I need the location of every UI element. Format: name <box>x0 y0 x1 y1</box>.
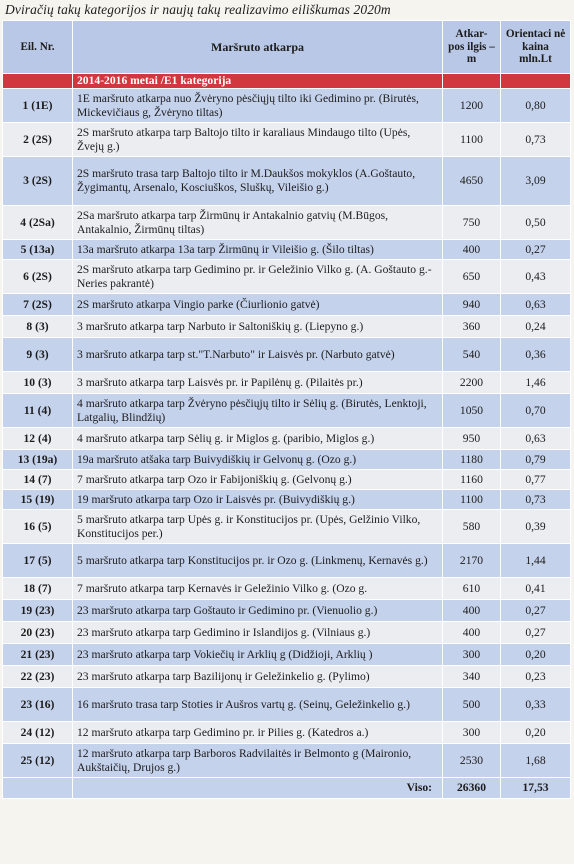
row-description: 23 maršruto atkarpa tarp Vokiečių ir Arklių g (Didžioji, Arklių ) <box>73 644 443 666</box>
row-length: 400 <box>443 240 501 260</box>
row-length: 1100 <box>443 490 501 510</box>
row-number: 15 (19) <box>3 490 73 510</box>
header-route-section: Maršruto atkarpa <box>73 21 443 74</box>
row-number: 18 (7) <box>3 578 73 600</box>
row-number: 25 (12) <box>3 744 73 778</box>
table-row <box>3 744 571 778</box>
table-row <box>3 206 571 240</box>
row-price: 1,46 <box>501 372 571 394</box>
row-length: 400 <box>443 622 501 644</box>
row-price: 0,27 <box>501 240 571 260</box>
row-price: 0,63 <box>501 294 571 316</box>
row-description: 1E maršruto atkarpa nuo Žvėryno pėsčiųjų tilto iki Gedimino pr. (Birutės, Mickevičiaus g, Žvėryno tiltas) <box>73 89 443 123</box>
row-description: 23 maršruto atkarpa tarp Gedimino ir Islandijos g. (Vilniaus g.) <box>73 622 443 644</box>
row-length: 580 <box>443 510 501 544</box>
row-price: 0,77 <box>501 470 571 490</box>
row-price: 0,73 <box>501 490 571 510</box>
row-description: 2S maršruto atkarpa Vingio parke (Čiurlionio gatvė) <box>73 294 443 316</box>
row-length: 940 <box>443 294 501 316</box>
row-description: 2Sa maršruto atkarpa tarp Žirmūnų ir Antakalnio gatvių (M.Būgos, Antakalnio, Žirmūnų tiltas) <box>73 206 443 240</box>
category-label: 2014-2016 metai /E1 kategorija <box>73 74 443 89</box>
row-number: 2 (2S) <box>3 123 73 157</box>
row-price: 0,63 <box>501 428 571 450</box>
row-length: 1050 <box>443 394 501 428</box>
table-row <box>3 123 571 157</box>
row-length: 4650 <box>443 157 501 206</box>
row-description: 3 maršruto atkarpa tarp Narbuto ir Saltoniškių g. (Liepyno g.) <box>73 316 443 338</box>
row-price: 0,27 <box>501 622 571 644</box>
total-length: 26360 <box>443 778 501 799</box>
table-row <box>3 450 571 470</box>
table-row <box>3 316 571 338</box>
row-description: 16 maršruto trasa tarp Stoties ir Aušros vartų g. (Seinų, Geležinkelio g.) <box>73 688 443 722</box>
row-description: 5 maršruto atkarpa tarp Konstitucijos pr. ir Ozo g. (Linkmenų, Kernavės g.) <box>73 544 443 578</box>
table-header-row <box>3 21 571 74</box>
row-number: 20 (23) <box>3 622 73 644</box>
row-length: 750 <box>443 206 501 240</box>
row-length: 610 <box>443 578 501 600</box>
table-row <box>3 428 571 450</box>
row-length: 1180 <box>443 450 501 470</box>
row-number: 12 (4) <box>3 428 73 450</box>
table-row <box>3 240 571 260</box>
row-description: 4 maršruto atkarpa tarp Sėlių g. ir Miglos g. (paribio, Miglos g.) <box>73 428 443 450</box>
route-table <box>2 20 571 799</box>
row-number: 5 (13a) <box>3 240 73 260</box>
row-price: 0,73 <box>501 123 571 157</box>
row-description: 7 maršruto atkarpa tarp Ozo ir Fabijoniškių g. (Gelvonų g.) <box>73 470 443 490</box>
total-price: 17,53 <box>501 778 571 799</box>
table-row <box>3 294 571 316</box>
row-number: 7 (2S) <box>3 294 73 316</box>
row-price: 0,23 <box>501 666 571 688</box>
row-description: 23 maršruto atkarpa tarp Goštauto ir Gedimino pr. (Vienuolio g.) <box>73 600 443 622</box>
row-number: 21 (23) <box>3 644 73 666</box>
row-description: 12 maršruto atkarpa tarp Barboros Radvilaitės ir Belmonto g (Maironio, Aukštaičių, Drujos g.) <box>73 744 443 778</box>
row-length: 2170 <box>443 544 501 578</box>
table-row <box>3 157 571 206</box>
row-description: 2S maršruto atkarpa tarp Gedimino pr. ir Geležinio Vilko g. (A. Goštauto g.-Neries pakrantė) <box>73 260 443 294</box>
row-price: 3,09 <box>501 157 571 206</box>
header-length: Atkar- pos ilgis – m <box>443 21 501 74</box>
row-price: 0,33 <box>501 688 571 722</box>
table-row <box>3 544 571 578</box>
row-number: 8 (3) <box>3 316 73 338</box>
row-price: 0,36 <box>501 338 571 372</box>
row-number: 13 (19a) <box>3 450 73 470</box>
row-length: 500 <box>443 688 501 722</box>
row-length: 360 <box>443 316 501 338</box>
row-price: 0,39 <box>501 510 571 544</box>
header-number: Eil. Nr. <box>3 21 73 74</box>
total-row <box>3 778 571 799</box>
table-row <box>3 260 571 294</box>
row-description: 13a maršruto atkarpa 13a tarp Žirmūnų ir Vileišio g. (Šilo tiltas) <box>73 240 443 260</box>
table-row <box>3 372 571 394</box>
row-number: 16 (5) <box>3 510 73 544</box>
row-description: 2S maršruto trasa tarp Baltojo tilto ir M.Daukšos mokyklos (A.Goštauto, Žygimantų, Arsenalo, Kosciuškos, Sluškų, Vileišio g.) <box>73 157 443 206</box>
table-row <box>3 600 571 622</box>
total-spacer <box>3 778 73 799</box>
row-description: 5 maršruto atkarpa tarp Upės g. ir Konstitucijos pr. (Upės, Gelžinio Vilko, Konstitucijos per.) <box>73 510 443 544</box>
table-row <box>3 394 571 428</box>
row-length: 1200 <box>443 89 501 123</box>
row-price: 0,80 <box>501 89 571 123</box>
row-number: 23 (16) <box>3 688 73 722</box>
row-number: 10 (3) <box>3 372 73 394</box>
row-price: 0,20 <box>501 722 571 744</box>
row-price: 0,43 <box>501 260 571 294</box>
row-description: 12 maršruto atkarpa tarp Gedimino pr. ir Pilies g. (Katedros a.) <box>73 722 443 744</box>
row-price: 0,27 <box>501 600 571 622</box>
table-row <box>3 578 571 600</box>
table-row <box>3 622 571 644</box>
row-length: 2200 <box>443 372 501 394</box>
row-length: 1160 <box>443 470 501 490</box>
row-number: 24 (12) <box>3 722 73 744</box>
row-length: 400 <box>443 600 501 622</box>
row-price: 1,68 <box>501 744 571 778</box>
table-row <box>3 490 571 510</box>
row-number: 17 (5) <box>3 544 73 578</box>
total-label: Viso: <box>73 778 443 799</box>
row-length: 2530 <box>443 744 501 778</box>
table-row <box>3 722 571 744</box>
row-length: 340 <box>443 666 501 688</box>
header-price: Orientaci nė kaina mln.Lt <box>501 21 571 74</box>
category-spacer <box>501 74 571 89</box>
row-number: 9 (3) <box>3 338 73 372</box>
row-length: 650 <box>443 260 501 294</box>
row-description: 7 maršruto atkarpa tarp Kernavės ir Geležinio Vilko g. (Ozo g. <box>73 578 443 600</box>
row-price: 0,79 <box>501 450 571 470</box>
row-description: 3 maršruto atkarpa tarp st."T.Narbuto" ir Laisvės pr. (Narbuto gatvė) <box>73 338 443 372</box>
row-description: 19 maršruto atkarpa tarp Ozo ir Laisvės pr. (Buivydiškių g.) <box>73 490 443 510</box>
row-number: 4 (2Sa) <box>3 206 73 240</box>
row-description: 3 maršruto atkarpa tarp Laisvės pr. ir Papilėnų g. (Pilaitės pr.) <box>73 372 443 394</box>
table-row <box>3 666 571 688</box>
table-row <box>3 338 571 372</box>
row-description: 4 maršruto atkarpa tarp Žvėryno pėsčiųjų tilto ir Sėlių g. (Birutės, Lenktoji, Latgalių, Blindžių) <box>73 394 443 428</box>
table-row <box>3 510 571 544</box>
row-price: 0,20 <box>501 644 571 666</box>
row-description: 23 maršruto atkarpa tarp Bazilijonų ir Geležinkelio g. (Pylimo) <box>73 666 443 688</box>
row-length: 300 <box>443 722 501 744</box>
row-length: 540 <box>443 338 501 372</box>
row-length: 1100 <box>443 123 501 157</box>
row-description: 2S maršruto atkarpa tarp Baltojo tilto ir karaliaus Mindaugo tilto (Upės, Žvejų g.) <box>73 123 443 157</box>
row-number: 19 (23) <box>3 600 73 622</box>
category-spacer <box>3 74 73 89</box>
row-number: 22 (23) <box>3 666 73 688</box>
table-row <box>3 644 571 666</box>
row-number: 1 (1E) <box>3 89 73 123</box>
row-price: 0,41 <box>501 578 571 600</box>
row-length: 950 <box>443 428 501 450</box>
row-length: 300 <box>443 644 501 666</box>
table-row <box>3 470 571 490</box>
row-price: 0,50 <box>501 206 571 240</box>
row-number: 11 (4) <box>3 394 73 428</box>
row-number: 6 (2S) <box>3 260 73 294</box>
table-row <box>3 89 571 123</box>
category-spacer <box>443 74 501 89</box>
document-title: Dviračių takų kategorijos ir naujų takų realizavimo eiliškumas 2020m <box>5 2 391 17</box>
row-description: 19a maršruto atšaka tarp Buivydiškių ir Gelvonų g. (Ozo g.) <box>73 450 443 470</box>
row-price: 0,70 <box>501 394 571 428</box>
category-row <box>3 74 571 89</box>
table-row <box>3 688 571 722</box>
row-number: 14 (7) <box>3 470 73 490</box>
row-number: 3 (2S) <box>3 157 73 206</box>
row-price: 0,24 <box>501 316 571 338</box>
row-price: 1,44 <box>501 544 571 578</box>
